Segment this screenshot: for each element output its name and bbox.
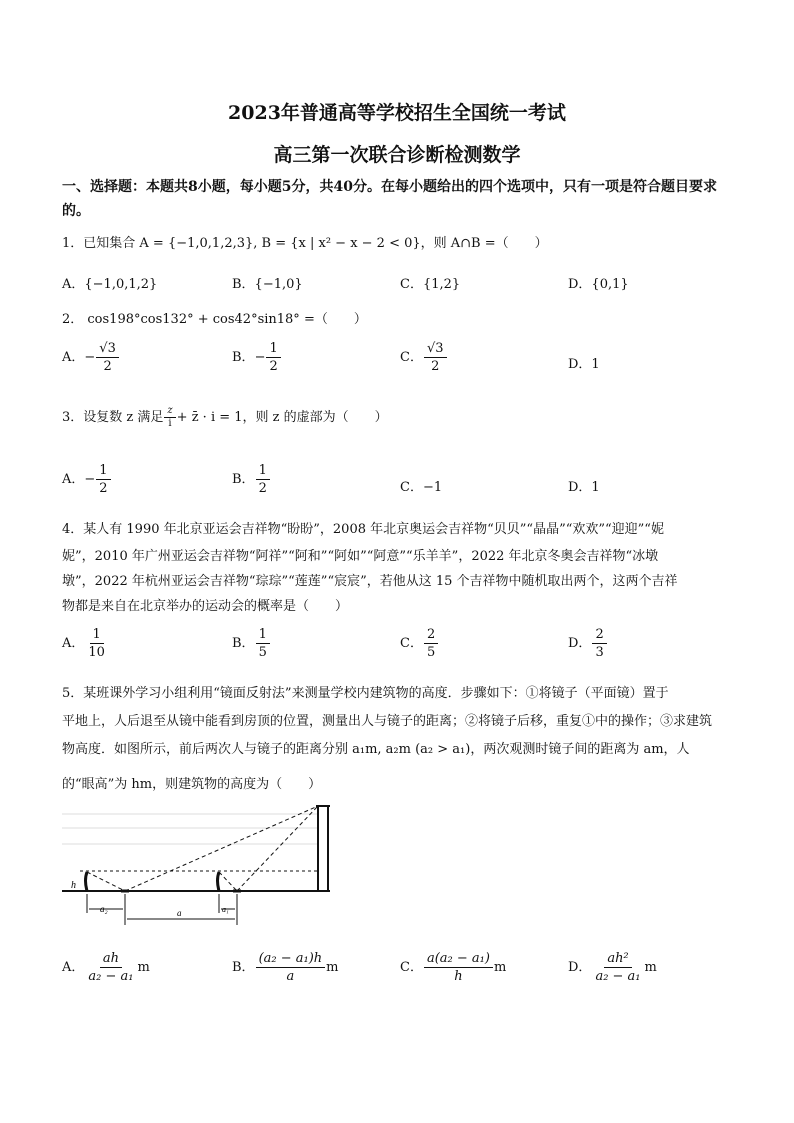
building <box>318 806 328 891</box>
question-5-line1: 5．某班课外学习小组利用“镜面反射法”来测量学校内建筑物的高度．步骤如下：①将镜子（平面镜）置于 <box>62 686 669 701</box>
q3-option-b: B． $\frac{1}{2}$ <box>232 462 271 497</box>
q4-option-d: D． $\frac{2}{3}$ <box>568 626 608 661</box>
label-a2: a₂ <box>100 904 108 914</box>
question-5-line4: 的“眼高”为 hm，则建筑物的高度为（ ） <box>62 777 322 792</box>
question-5-line2: 平地上，人后退至从镜中能看到房顶的位置，测量出人与镜子的距离；②将镜子后移，重复①中的操作；③求建筑 <box>62 714 713 729</box>
q2-option-d: D．1 <box>568 357 600 372</box>
sight-lines <box>87 806 318 891</box>
q4-option-b: B． $\frac{1}{5}$ <box>232 626 271 661</box>
question-2-stem: 2． cos198°cos132° + cos42°sin18° =（ ） <box>62 312 367 327</box>
section-header-line2: 的。 <box>62 203 90 219</box>
q4-option-c: C． $\frac{2}{5}$ <box>400 626 439 661</box>
q5-option-a: A． $\frac{ah}{\text{a₂ − a₁}}$ m <box>62 951 150 984</box>
question-4-line2: 妮”，2010 年广州亚运会吉祥物“阿祥”“阿和”“阿如”“阿意”“乐羊羊”，2022 年北京冬奥会吉祥物“冰墩 <box>62 549 659 564</box>
label-a1: a₁ <box>222 905 229 914</box>
question-4-line3: 墩”，2022 年杭州亚运会吉祥物“琮琮”“莲莲”“宸宸”，若他从这 15 个吉祥物中随机取出两个，这两个吉祥 <box>62 574 678 589</box>
q1-option-d: D．{0,1} <box>568 277 629 292</box>
dimension-marks <box>87 894 237 925</box>
q3-option-d: D．1 <box>568 480 600 495</box>
q1-option-a: A．{−1,0,1,2} <box>62 277 158 292</box>
q4-option-a: A． $\frac{1}{10}$ <box>62 627 105 660</box>
q2-option-c: C． $\frac{√3}{2}$ <box>400 340 448 375</box>
question-4-line1: 4．某人有 1990 年北京亚运会吉祥物“盼盼”，2008 年北京奥运会吉祥物“贝贝”“晶晶”“欢欢”“迎迎”“妮 <box>62 522 664 537</box>
q1-option-b: B．{−1,0} <box>232 277 303 292</box>
mirror-reflection-figure <box>62 800 352 930</box>
q2-option-b: B．− $\frac{1}{2}$ <box>232 340 282 375</box>
q1-option-c: C．{1,2} <box>400 277 461 292</box>
q5-option-b: B． $\frac{\text{(a₂ − a₁)h}}{a}$ m <box>232 951 339 984</box>
q3-option-c: C．−1 <box>400 480 443 495</box>
q2-option-a: A．− $\frac{√3}{2}$ <box>62 340 120 375</box>
question-5-line3: 物高度．如图所示，前后两次人与镜子的距离分别 a₁m, a₂m (a₂ > a₁)，两次观测时镜子间的距离为 am，人 <box>62 742 690 757</box>
q3-option-a: A．− $\frac{1}{2}$ <box>62 462 112 497</box>
question-3-stem: 3．设复数 z 满足 $\frac{z}{i}$ + z̄ · i = 1，则 z 的虚部为（ ） <box>62 405 388 429</box>
label-h: h <box>71 880 76 891</box>
label-a: a <box>177 908 182 918</box>
exam-title: 2023年普通高等学校招生全国统一考试 <box>228 102 566 124</box>
q5-option-c: C． $\frac{\text{a(a₂ − a₁)}}{h}$ m <box>400 951 507 984</box>
person-1-icon <box>86 872 88 891</box>
question-1-stem: 1．已知集合 A = {−1,0,1,2,3}, B = {x | x² − x − 2 < 0}，则 A∩B =（ ） <box>62 236 548 251</box>
section-header-line1: 一、选择题：本题共8小题，每小题5分，共40分。在每小题给出的四个选项中，只有一项是符合题目要求 <box>62 179 717 195</box>
question-4-line4: 物都是来自在北京举办的运动会的概率是（ ） <box>62 599 349 614</box>
exam-subtitle: 高三第一次联合诊断检测数学 <box>273 144 521 166</box>
person-2-icon <box>218 872 220 891</box>
q5-option-d: D． $\frac{\text{ah²}}{\text{a₂ − a₁}}$ m <box>568 951 657 984</box>
